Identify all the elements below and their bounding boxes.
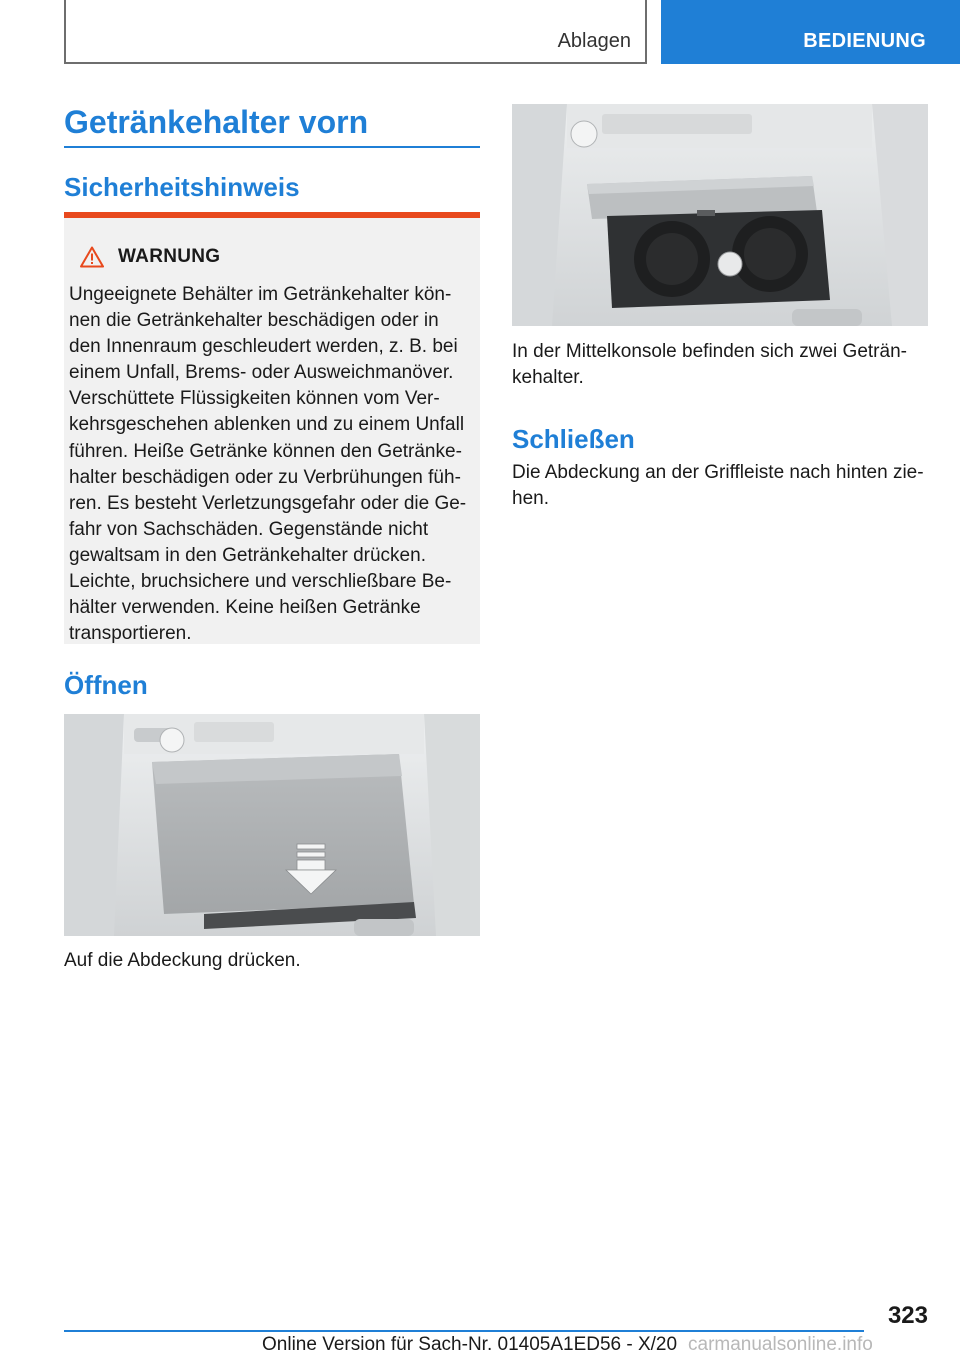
open-caption	[64, 948, 301, 974]
warning-line: führen. Heiße Getränke können den Getränke-	[69, 440, 462, 462]
intro-line: kehalter.	[512, 367, 584, 388]
warning-line: hälter verwenden. Keine heißen Getränke	[69, 597, 421, 619]
page-title: Getränkehalter vorn	[64, 104, 369, 140]
warning-line: Verschüttete Flüssigkeiten können vom Ver-	[69, 388, 440, 410]
warning-line: kehrsgeschehen ablenken und zu einem Unfall	[69, 414, 465, 436]
cupholder-open-photo	[512, 104, 928, 326]
intro-line: In der Mittelkonsole befinden sich zwei Geträn-	[512, 341, 907, 362]
close-heading: Schließen	[512, 424, 635, 454]
intro-caption	[512, 339, 907, 391]
title-divider	[64, 146, 480, 148]
safety-heading: Sicherheitshinweis	[64, 172, 300, 202]
header-box	[64, 0, 647, 64]
warning-triangle-icon	[80, 246, 104, 268]
console-open-illustration	[512, 104, 928, 326]
warning-line: transportieren.	[69, 623, 192, 645]
close-text	[512, 460, 924, 512]
open-caption-text: Auf die Abdeckung drücken.	[64, 950, 301, 971]
warning-line: Leichte, bruchsichere und verschließbare Be-	[69, 571, 452, 593]
warning-line: Ungeeignete Behälter im Getränkehalter kön-	[69, 284, 452, 305]
warning-line: halter beschädigen oder zu Verbrühungen füh-	[69, 466, 461, 488]
warning-header	[80, 246, 220, 268]
chapter-tab[interactable]	[661, 0, 960, 64]
open-cover-photo	[64, 714, 480, 936]
header-section: Ablagen	[557, 30, 631, 52]
warning-line: einem Unfall, Brems- oder Ausweichmanöver.	[69, 362, 454, 384]
open-heading: Öffnen	[64, 670, 148, 700]
chapter-tab-label: BEDIENUNG	[803, 30, 926, 52]
close-line: hen.	[512, 488, 549, 509]
warning-box	[64, 212, 480, 644]
warning-text	[69, 282, 473, 647]
close-line: Die Abdeckung an der Griffleiste nach hinten zie-	[512, 462, 924, 483]
warning-line: gewaltsam in den Getränkehalter drücken.	[69, 544, 426, 566]
warning-line: ren. Es besteht Verletzungsgefahr oder die Ge-	[69, 492, 467, 514]
footer-divider	[64, 1330, 864, 1332]
warning-label: WARNUNG	[118, 246, 221, 267]
page-number: 323	[887, 1302, 928, 1329]
warning-line: den Innenraum geschleudert werden, z. B. bei	[69, 336, 458, 358]
footer-online-version: Online Version für Sach-Nr. 01405A1ED56 - X/20	[262, 1334, 678, 1355]
warning-line: fahr von Sachschäden. Gegenstände nicht	[69, 518, 429, 540]
footer-watermark: carmanualsonline.info	[688, 1334, 873, 1355]
warning-line: nen die Getränkehalter beschädigen oder in	[69, 310, 439, 332]
console-closed-illustration	[64, 714, 480, 936]
